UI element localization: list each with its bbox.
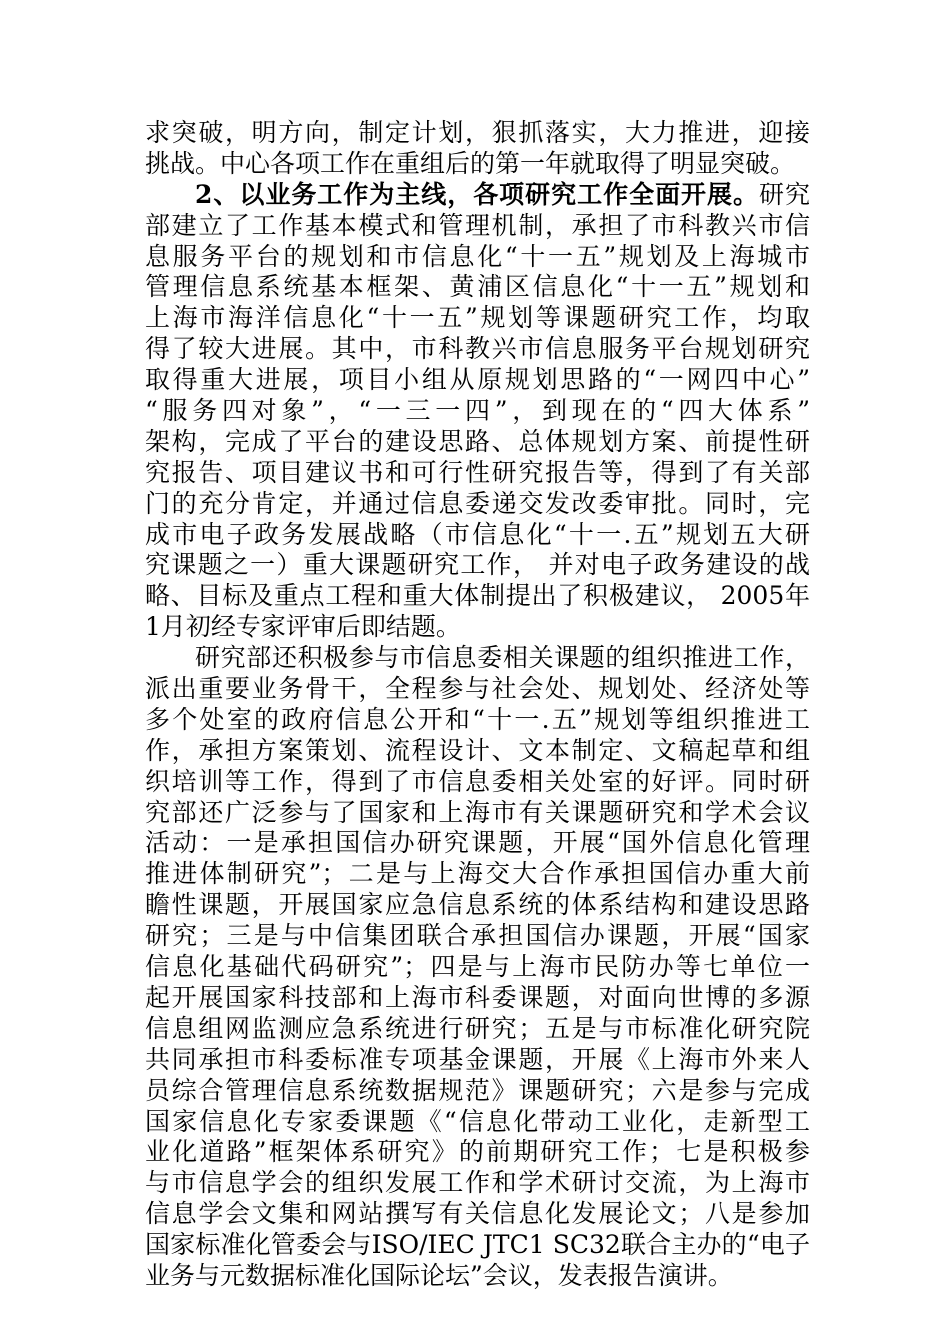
text-line: 国家信息化专家委课题《“信息化带动工业化，走新型工 — [145, 1106, 810, 1136]
text-line: 取得重大进展，项目小组从原规划思路的“一网四中心” — [145, 365, 810, 395]
text-line: 信息学会文集和网站撰写有关信息化发展论文；八是参加 — [145, 1199, 810, 1229]
text-line: 与市信息学会的组织发展工作和学术研讨交流，为上海市 — [145, 1168, 810, 1198]
text-line: 信息组网监测应急系统进行研究；五是与市标准化研究院 — [145, 1013, 810, 1043]
text-line: 国家标准化管委会与ISO/IEC JTC1 SC32联合主办的“电子 — [145, 1230, 810, 1260]
text-line: 织培训等工作，得到了市信息委相关处室的好评。同时研 — [145, 766, 810, 796]
text-line: 成市电子政务发展战略（市信息化“十一.五”规划五大研 — [145, 519, 810, 549]
text-line: 信息化基础代码研究”；四是与上海市民防办等七单位一 — [145, 952, 810, 982]
text-line: 推进体制研究”；二是与上海交大合作承担国信办重大前 — [145, 859, 810, 889]
text-line: 起开展国家科技部和上海市科委课题，对面向世博的多源 — [145, 982, 810, 1012]
text-line: 业务与元数据标准化国际论坛”会议，发表报告演讲。 — [145, 1260, 733, 1290]
text-line: 部建立了工作基本模式和管理机制，承担了市科教兴市信 — [145, 210, 810, 240]
text-line: 架构，完成了平台的建设思路、总体规划方案、前提性研 — [145, 426, 810, 456]
text-line: 得了较大进展。其中，市科教兴市信息服务平台规划研究 — [145, 334, 810, 364]
text-line: 共同承担市科委标准专项基金课题，开展《上海市外来人 — [145, 1044, 810, 1074]
text-fragment: 研究 — [759, 179, 810, 209]
text-line: 活动：一是承担国信办研究课题，开展“国外信息化管理 — [145, 828, 810, 858]
text-line: 上海市海洋信息化“十一五”规划等课题研究工作，均取 — [145, 303, 810, 333]
text-line: 略、目标及重点工程和重大体制提出了积极建议， 2005年 — [145, 581, 810, 611]
body-text — [145, 118, 810, 1292]
text-line: 员综合管理信息系统数据规范》课题研究；六是参与完成 — [145, 1075, 810, 1105]
text-line: 息服务平台的规划和市信息化“十一五”规划及上海城市 — [145, 241, 810, 271]
text-line: 多个处室的政府信息公开和“十一.五”规划等组织推进工 — [145, 704, 810, 734]
text-line: 究报告、项目建议书和可行性研究报告等，得到了有关部 — [145, 457, 810, 487]
text-line: 1月初经专家评审后即结题。 — [145, 612, 461, 642]
text-line: 究部还广泛参与了国家和上海市有关课题研究和学术会议 — [145, 797, 810, 827]
text-line: 瞻性课题，开展国家应急信息系统的体系结构和建设思路 — [145, 890, 810, 920]
text-line: 研究；三是与中信集团联合承担国信办课题，开展“国家 — [145, 921, 810, 951]
paragraph — [145, 118, 810, 180]
paragraph — [145, 643, 810, 1292]
text-line: 业化道路”框架体系研究》的前期研究工作；七是积极参 — [145, 1137, 810, 1167]
text-line: 作，承担方案策划、流程设计、文本制定、文稿起草和组 — [145, 735, 810, 765]
text-line: 研究部还积极参与市信息委相关课题的组织推进工作， — [195, 643, 810, 673]
text-line: 究课题之一）重大课题研究工作， 并对电子政务建设的战 — [145, 550, 810, 580]
text-line: 门的充分肯定，并通过信息委递交发改委审批。同时，完 — [145, 488, 810, 518]
text-line: 挑战。中心各项工作在重组后的第一年就取得了明显突破。 — [145, 148, 796, 178]
text-line — [145, 180, 810, 211]
text-line: 求突破，明方向，制定计划，狠抓落实，大力推进，迎接 — [145, 118, 810, 147]
text-line: “服务四对象”，“一三一四”，到现在的“四大体系” — [145, 396, 810, 426]
section-heading: 2、以业务工作为主线，各项研究工作全面开展。 — [195, 179, 759, 209]
text-line: 派出重要业务骨干，全程参与社会处、规划处、经济处等 — [145, 674, 810, 704]
paragraph — [145, 180, 810, 643]
text-line: 管理信息系统基本框架、黄浦区信息化“十一五”规划和 — [145, 272, 810, 302]
